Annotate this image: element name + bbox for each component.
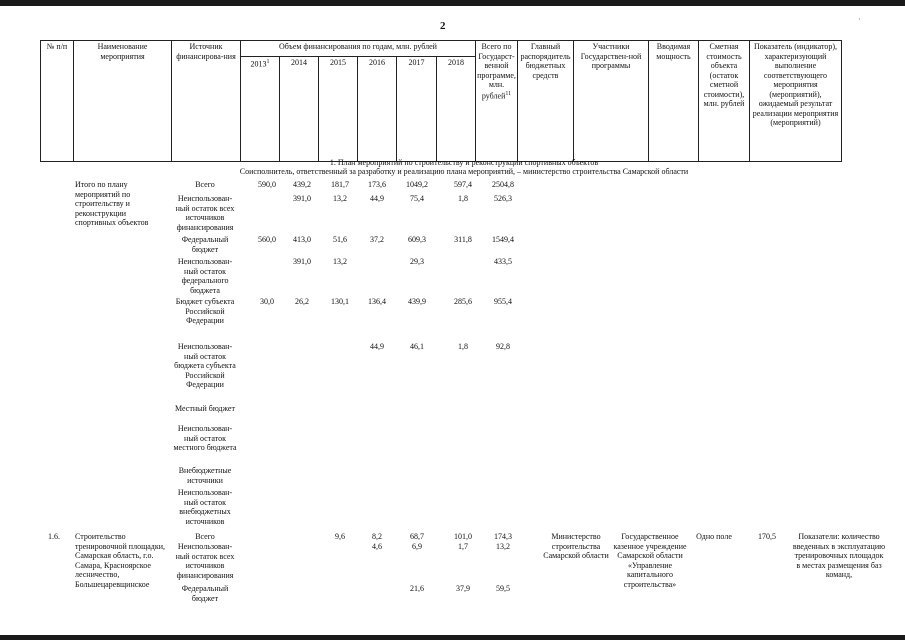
value-v2017: 1049,2	[406, 180, 428, 189]
value-v2015: 13,2	[333, 257, 347, 266]
source-cell: Неиспользован-ный остаток всех источников финансирования	[175, 542, 235, 580]
source-cell: Неиспользован-ный остаток всех источников финансирования	[175, 194, 235, 232]
value-v2016: 44,9	[370, 342, 384, 351]
value-v2018: 1,8	[458, 342, 468, 351]
col-year-2013: 2013$^1$	[241, 57, 280, 162]
value-v2018: 311,8	[454, 235, 472, 244]
col-name: Наименование мероприятия	[74, 41, 172, 162]
source-cell: Всего	[195, 180, 215, 189]
source-cell: Неиспользован-ный остаток бюджета субъекта Российской Федерации	[174, 342, 236, 389]
value-v2018: 1,7	[458, 542, 468, 551]
value-v2014: 439,2	[293, 180, 311, 189]
value-v2014: 413,0	[293, 235, 311, 244]
value-v2017: 609,3	[408, 235, 426, 244]
value-total: 955,4	[494, 297, 512, 306]
source-cell: Федеральный бюджет	[181, 235, 229, 254]
value-v2018: 597,4	[454, 180, 472, 189]
value-total: 2504,8	[492, 180, 514, 189]
col-capacity: Вводимая мощность	[649, 41, 699, 162]
item-16-participants: Государственное казенное учреждение Самарской области «Управление капитального строительства»	[613, 532, 687, 589]
col-num: № п/п	[41, 41, 74, 162]
value-v2016: 8,2	[372, 532, 382, 541]
value-total: 92,8	[496, 342, 510, 351]
col-year-2017: 2017	[397, 57, 437, 162]
value-v2013: 560,0	[258, 235, 276, 244]
total-block-name: Итого по плану мероприятий по строительству и реконструкции спортивных объектов	[75, 180, 149, 227]
item-16-manager: Министерство строительства Самарской области	[543, 532, 609, 560]
value-v2017: 75,4	[410, 194, 424, 203]
value-v2017: 439,9	[408, 297, 426, 306]
col-year-2018: 2018	[437, 57, 476, 162]
value-total: 1549,4	[492, 235, 514, 244]
value-v2016: 173,6	[368, 180, 386, 189]
top-scan-border	[0, 0, 905, 6]
value-v2016: 136,4	[368, 297, 386, 306]
value-v2017: 46,1	[410, 342, 424, 351]
value-v2017: 21,6	[410, 584, 424, 593]
value-v2018: 101,0	[454, 532, 472, 541]
value-total: 59,5	[496, 584, 510, 593]
col-total: Всего по Государст-венной программе, млн. рублей$^{11}$	[476, 41, 518, 162]
item-16-estimate: 170,5	[758, 532, 776, 541]
col-years-group: Объем финансирования по годам, млн. рублей	[241, 41, 476, 57]
col-year-2014: 2014	[280, 57, 319, 162]
scan-speck: ·	[858, 14, 861, 24]
value-v2015: 130,1	[331, 297, 349, 306]
bottom-scan-border	[0, 635, 905, 640]
source-cell: Неиспользован-ный остаток внебюджетных источников	[177, 488, 233, 526]
header-table	[40, 40, 842, 162]
value-v2014: 26,2	[295, 297, 309, 306]
item-16-capacity: Одно поле	[696, 532, 732, 541]
source-cell: Федеральный бюджет	[181, 584, 229, 603]
source-cell: Всего	[195, 532, 215, 541]
col-manager: Главный распорядитель бюджетных средств	[518, 41, 574, 162]
section-heading	[40, 158, 888, 176]
value-v2014: 391,0	[293, 257, 311, 266]
value-total: 13,2	[496, 542, 510, 551]
value-v2013: 590,0	[258, 180, 276, 189]
value-total: 174,3	[494, 532, 512, 541]
source-cell: Внебюджетные источники	[178, 466, 232, 485]
item-16-indicator: Показатели: количество введенных в эксплуатацию тренировочных площадок в местах размещения баз команд,	[792, 532, 886, 579]
value-v2017: 29,3	[410, 257, 424, 266]
value-v2016: 44,9	[370, 194, 384, 203]
item-16-num: 1.6.	[48, 532, 60, 541]
value-v2018: 285,6	[454, 297, 472, 306]
section-title: 1. План мероприятий по строительству и реконструкции спортивных объектов	[329, 158, 599, 167]
value-v2014: 391,0	[293, 194, 311, 203]
value-v2015: 13,2	[333, 194, 347, 203]
value-v2018: 37,9	[456, 584, 470, 593]
source-cell: Неиспользован-ный остаток местного бюджета	[173, 424, 237, 452]
source-cell: Бюджет субъекта Российской Федерации	[175, 297, 235, 325]
col-year-2015: 2015	[319, 57, 358, 162]
value-v2017: 68,7	[410, 532, 424, 541]
value-v2016: 4,6	[372, 542, 382, 551]
value-v2018: 1,8	[458, 194, 468, 203]
value-v2015: 181,7	[331, 180, 349, 189]
value-total: 433,5	[494, 257, 512, 266]
value-v2015: 9,6	[335, 532, 345, 541]
col-source: Источник финансирова-ния	[172, 41, 241, 162]
col-participants: Участники Государствен-ной программы	[574, 41, 649, 162]
value-v2016: 37,2	[370, 235, 384, 244]
page-number: 2	[440, 20, 446, 32]
value-v2013: 30,0	[260, 297, 274, 306]
item-16-name: Строительство тренировочной площадки, Самарская область, г.о. Самара, Красноярское лесничество, Большецаревщинское	[75, 532, 166, 589]
value-v2015: 51,6	[333, 235, 347, 244]
source-cell: Местный бюджет	[175, 404, 235, 413]
col-indicator: Показатель (индикатор), характеризующий выполнение соответствующего мероприятия (мероприятий), ожидаемый результат реализации мероприятия (мероприятий)	[750, 41, 842, 162]
col-estimate: Сметная стоимость объекта (остаток сметной стоимости), млн. рублей	[699, 41, 750, 162]
section-executor: Соисполнитель, ответственный за разработку и реализацию плана мероприятий, – министерство строительства Самарской области	[239, 167, 689, 176]
source-cell: Неиспользован-ный остаток федерального бюджета	[177, 257, 233, 295]
col-year-2016: 2016	[358, 57, 397, 162]
value-total: 526,3	[494, 194, 512, 203]
value-v2017: 6,9	[412, 542, 422, 551]
